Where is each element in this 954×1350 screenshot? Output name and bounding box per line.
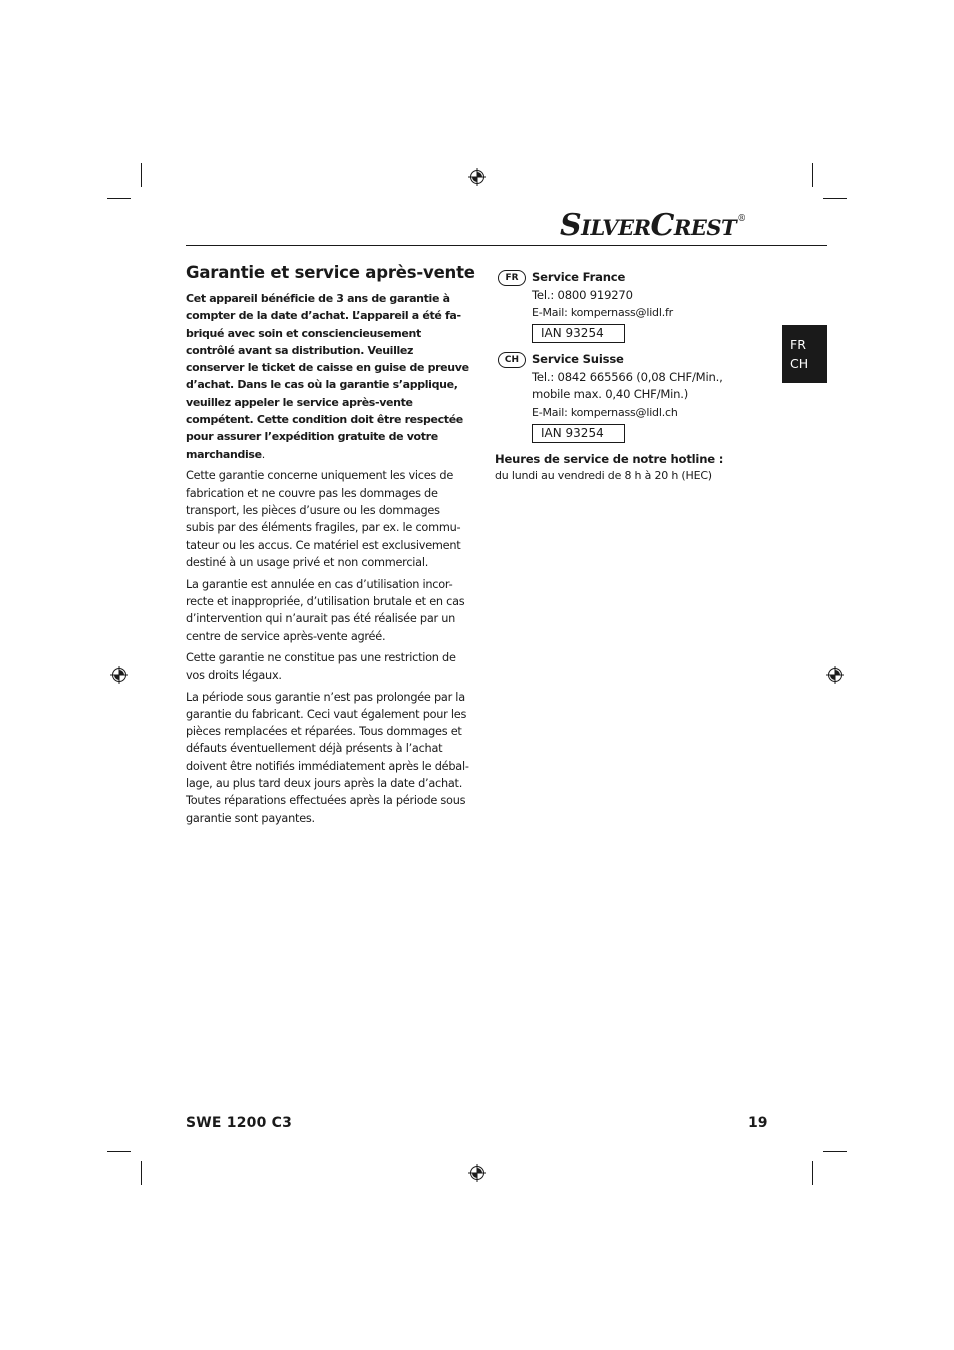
registration-mark-icon (110, 666, 128, 684)
service-france (532, 269, 772, 322)
lead-end: . (261, 447, 265, 461)
brand-logo (560, 208, 774, 244)
paragraph: Cette garantie ne constitue pas une restriction de vos droits légaux. (186, 651, 456, 682)
service-suisse (532, 351, 772, 421)
footer-model: SWE 1200 C3 (186, 1115, 293, 1131)
registration-mark-icon (468, 168, 486, 186)
page-number: 19 (748, 1115, 768, 1131)
service-phone: Tel.: 0842 665566 (0,08 CHF/Min., (532, 369, 723, 384)
section-title: Garantie et service après-vente (186, 263, 475, 282)
crop-mark (823, 1151, 847, 1152)
crop-mark (141, 163, 142, 187)
warranty-text (186, 290, 470, 831)
service-phone: Tel.: 0800 919270 (532, 287, 633, 302)
crop-mark (141, 1161, 142, 1185)
crop-mark (107, 198, 131, 199)
lead-paragraph (186, 290, 470, 463)
logo-rest: REST (673, 215, 737, 240)
language-tab (782, 325, 827, 383)
crop-mark (107, 1151, 131, 1152)
crop-mark (812, 1161, 813, 1185)
logo-letter-c: C (650, 208, 674, 243)
paragraph: La garantie est annulée en cas d’utilisation incor- recte et inappropriée, d’utilisation brutale et en cas d’intervention qui n’aurait pas été réalisée par un centre de service après-vente agréé. (186, 577, 465, 643)
service-name: Service Suisse (532, 352, 624, 366)
service-phone-mobile: mobile max. 0,40 CHF/Min.) (532, 387, 689, 401)
hotline-hours: du lundi au vendredi de 8 h à 20 h (HEC) (495, 469, 712, 482)
country-badge-fr: FR (498, 270, 526, 286)
lead-text: Cet appareil bénéficie de 3 ans de garantie à compter de la date d’achat. L’appareil a été fa- briqué avec soin et consciencieusement contrôlé avant sa distribution. Veuillez conserver le ticket de caisse en guise de preuve d’achat. Dans le cas où la garantie s’applique, veuillez appeler le service après-vente compétent. Cette condition doit être respectée pour assurer l’expédition gratuite de votre marchandise (186, 292, 469, 461)
service-email: E-Mail: kompernass@lidl.fr (532, 306, 673, 319)
logo-letter-s: S (560, 208, 582, 243)
language-tab-fr: FR (790, 337, 806, 352)
registration-mark-icon (826, 666, 844, 684)
registration-mark-icon (468, 1164, 486, 1182)
country-badge-ch: CH (498, 352, 526, 368)
paragraph: La période sous garantie n’est pas prolongée par la garantie du fabricant. Ceci vaut également pour les pièces remplacées et réparées. Tous dommages et défauts éventuellement déjà présents à l’achat doivent être notifiés immédiatement après le débal- lage, au plus tard deux jours après la date d’achat. Toutes réparations effectuées après la période sous garantie sont payantes. (186, 690, 469, 825)
crop-mark (812, 163, 813, 187)
ian-box: IAN 93254 (532, 324, 625, 343)
ian-box: IAN 93254 (532, 424, 625, 443)
logo-registered: ® (737, 214, 746, 224)
service-email: E-Mail: kompernass@lidl.ch (532, 405, 678, 419)
language-tab-ch: CH (790, 356, 809, 371)
header-rule (186, 245, 827, 246)
service-name: Service France (532, 270, 626, 284)
hotline-title: Heures de service de notre hotline : (495, 452, 724, 466)
paragraph: Cette garantie concerne uniquement les vices de fabrication et ne couvre pas les dommages de transport, les pièces d’usure ou les dommages subis par des éléments fragiles, par ex. le commu- tateur ou les accus. Ce matériel est exclusivement destiné à un usage privé et non commercial. (186, 469, 461, 569)
logo-ilver: ILVER (581, 215, 651, 240)
crop-mark (823, 198, 847, 199)
